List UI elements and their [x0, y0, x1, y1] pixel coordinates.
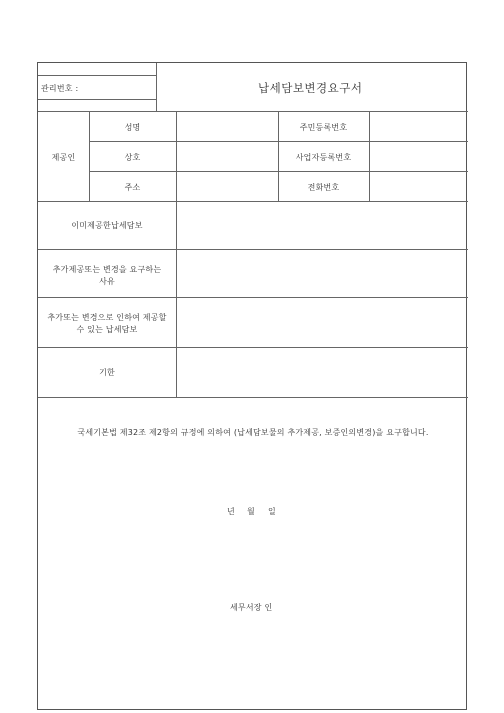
phone-label: 전화번호 [307, 183, 340, 192]
header-line-top [38, 75, 156, 76]
management-number-label: 관리번호 : [41, 84, 79, 93]
company-name-label: 상호 [124, 153, 141, 162]
row-line-existing [38, 249, 468, 250]
new-collateral-label-line1: 추가또는 변경으로 인하여 제공할 [47, 313, 167, 322]
row-line-reason [38, 297, 468, 298]
tax-office-head-signature: 세무서장 인 [230, 603, 273, 612]
deadline-label: 기한 [99, 368, 115, 377]
existing-collateral-label: 이미제공한납세담보 [71, 221, 143, 230]
provider-row-line-1 [89, 141, 468, 142]
form-title: 납세담보변경요구서 [258, 81, 363, 95]
date-year: 년 [227, 507, 235, 516]
provider-bottom-border [38, 201, 468, 202]
row-line-deadline [38, 397, 468, 398]
business-number-label: 사업자등록번호 [295, 153, 352, 162]
header-line-bottom [38, 99, 156, 100]
tax-collateral-change-request-form [37, 62, 467, 710]
new-collateral-label-line2: 수 있는 납세담보 [76, 325, 138, 334]
mid-column-divider-right [369, 111, 370, 201]
date-month: 월 [247, 507, 255, 516]
date-day: 일 [268, 507, 276, 516]
reason-label-line1: 추가제공또는 변경을 요구하는 [52, 265, 162, 274]
provider-section-label: 제공인 [51, 153, 76, 162]
row-line-new-collateral [38, 347, 468, 348]
header-divider [156, 63, 157, 111]
name-label: 성명 [124, 123, 141, 132]
resident-number-label: 주민등록번호 [299, 123, 348, 132]
provider-row-line-2 [89, 171, 468, 172]
label-column-divider [176, 111, 177, 397]
address-label: 주소 [124, 183, 141, 192]
request-statement: 국세기본법 제32조 제2항의 규정에 의하여 (납세담보물의 추가제공, 보증인의변경)을 요구합니다. [77, 428, 429, 437]
reason-label-line2: 사유 [99, 277, 115, 286]
header-bottom-border [38, 111, 468, 112]
